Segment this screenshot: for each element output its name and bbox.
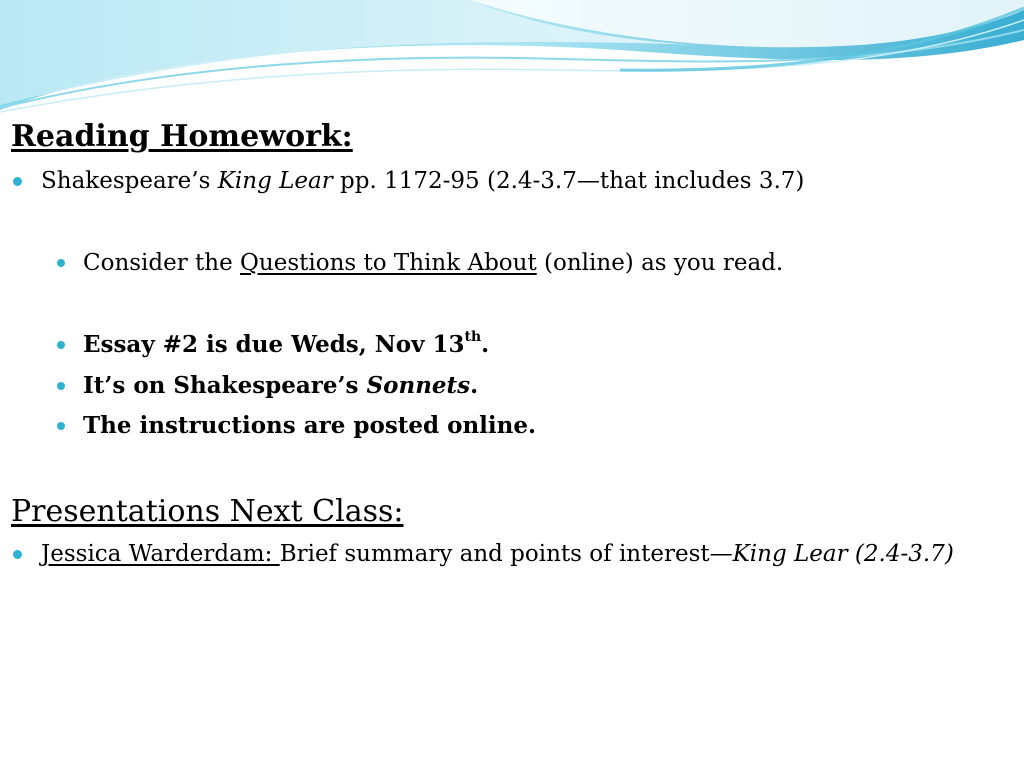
bullet-icon [13,550,22,559]
questions-link[interactable]: Questions to Think About [240,250,537,276]
bullet-icon [57,341,65,349]
header-wave-decoration [0,0,1024,130]
bullet-icon [57,382,65,390]
essay-topic-item: It’s on Shakespeare’s Sonnets. [83,371,478,401]
reading-assignment-item: Shakespeare’s King Lear pp. 1172-95 (2.4-3.7—that includes 3.7) [41,166,804,196]
instructions-item: The instructions are posted online. [83,411,536,441]
play-title: King Lear [217,168,333,194]
presenter-name: Jessica Warderdam: [41,541,280,567]
sonnets-title: Sonnets [366,372,471,399]
presentation-title: King Lear (2.4-3.7) [732,541,954,567]
questions-item: Consider the Questions to Think About (online) as you read. [83,248,783,278]
essay-due-item: Essay #2 is due Weds, Nov 13th. [83,330,489,360]
presentation-item: Jessica Warderdam: Brief summary and points of interest—King Lear (2.4-3.7) [41,539,954,569]
bullet-icon [57,422,65,430]
presentations-heading: Presentations Next Class: [11,494,404,529]
bullet-icon [57,259,65,267]
bullet-icon [13,177,22,186]
reading-homework-heading: Reading Homework: [11,119,353,154]
